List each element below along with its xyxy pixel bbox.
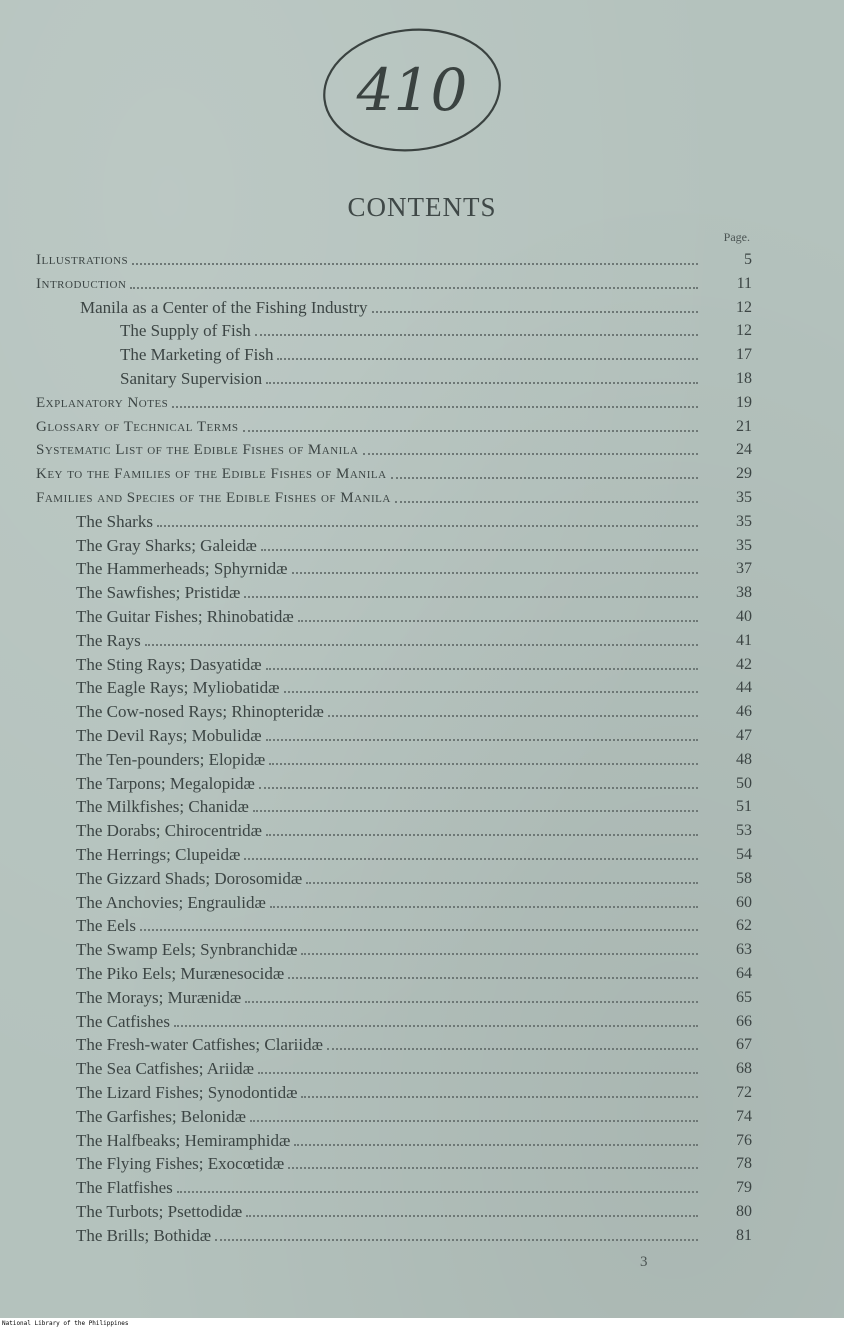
toc-entry-label: The Sawfishes; Pristidæ (76, 583, 241, 603)
dot-leader (270, 906, 698, 908)
toc-entry (76, 1008, 752, 1032)
toc-entry-label: The Gizzard Shads; Dorosomidæ (76, 868, 303, 888)
dot-leader (284, 691, 699, 693)
toc-entry-label: The Halfbeaks; Hemiramphidæ (76, 1130, 291, 1150)
toc-entry-page: 65 (736, 988, 752, 1006)
dot-leader (215, 1239, 698, 1241)
toc-entry-label: The Herrings; Clupeidæ (76, 845, 241, 864)
toc-entry-page: 35 (736, 489, 752, 506)
dot-leader (277, 358, 698, 360)
toc-entry-page: 29 (736, 465, 752, 483)
dot-leader (244, 858, 698, 860)
toc-entry-label: Families and Species of the Edible Fishes of Manila (36, 490, 391, 506)
dot-leader (306, 882, 698, 884)
dot-leader (294, 1144, 698, 1146)
toc-entry-page: 38 (736, 584, 752, 602)
dot-leader (301, 1096, 698, 1098)
toc-entry-page: 44 (736, 679, 752, 697)
toc-entry (76, 770, 752, 794)
toc-entry (76, 1055, 752, 1079)
toc-entry-page: 35 (736, 512, 752, 530)
toc-entry-label: The Sting Rays; Dasyatidæ (76, 654, 262, 674)
toc-entry-label: Systematic List of the Edible Fishes of Manila (36, 442, 359, 459)
toc-entry-label: The Ten-pounders; Elopidæ (76, 749, 266, 769)
dot-leader (328, 715, 698, 717)
toc-entry-page: 53 (736, 822, 752, 840)
toc-entry-page: 80 (736, 1203, 752, 1220)
toc-entry-page: 60 (736, 893, 752, 911)
toc-entry (76, 841, 752, 865)
dot-leader (157, 525, 698, 527)
toc-entry (36, 270, 752, 294)
toc-entry-label: The Catfishes (76, 1011, 170, 1031)
toc-entry-page: 17 (736, 346, 752, 364)
dot-leader (266, 739, 698, 741)
dot-leader (298, 620, 698, 622)
toc-entry-page: 19 (736, 393, 752, 411)
toc-entry-page: 11 (736, 274, 752, 292)
toc-entry-page: 37 (736, 560, 752, 578)
library-footer: National Library of the Philippines (2, 1320, 129, 1327)
toc-entry-page: 24 (736, 441, 752, 459)
toc-entry-label: The Devil Rays; Mobulidæ (76, 726, 262, 745)
toc-entry-page: 54 (736, 846, 752, 863)
toc-entry (76, 960, 752, 984)
dot-leader (391, 477, 698, 479)
toc-entry (80, 294, 752, 318)
dot-leader (255, 334, 698, 336)
toc-entry-label: The Flatfishes (76, 1178, 173, 1198)
toc-entry-page: 48 (736, 750, 752, 768)
toc-entry (76, 674, 752, 698)
dot-leader (266, 834, 698, 836)
toc-entry (76, 984, 752, 1008)
toc-entry (76, 865, 752, 889)
toc-entry (76, 579, 752, 603)
toc-entry (76, 555, 752, 579)
toc-entry (76, 793, 752, 817)
toc-entry-page: 79 (736, 1179, 752, 1197)
toc-entry-page: 41 (736, 631, 752, 649)
toc-entry-label: Sanitary Supervision (120, 369, 263, 388)
toc-entry-page: 35 (736, 536, 752, 554)
toc-entry-label: The Turbots; Psettodidæ (76, 1202, 243, 1221)
dot-leader (250, 1120, 698, 1122)
dot-leader (177, 1191, 698, 1193)
toc-entry-page: 42 (736, 655, 752, 673)
page-number: 3 (640, 1254, 648, 1270)
toc-entry-label: The Brills; Bothidæ (76, 1225, 212, 1245)
toc-entry-page: 81 (736, 1226, 752, 1244)
toc-entry (36, 389, 752, 413)
toc-entry-label: The Garfishes; Belonidæ (76, 1106, 246, 1126)
toc-entry (120, 365, 752, 389)
toc-entry-label: The Lizard Fishes; Synodontidæ (76, 1083, 298, 1102)
toc-entry-page: 78 (736, 1155, 752, 1173)
dot-leader (372, 311, 698, 313)
toc-entry (76, 722, 752, 746)
dot-leader (327, 1048, 698, 1050)
toc-entry-label: Illustrations (36, 252, 129, 268)
dot-leader (266, 382, 698, 384)
toc-entry (76, 1198, 752, 1222)
toc-entry-page: 12 (736, 298, 752, 316)
toc-entry (36, 484, 752, 508)
toc-entry (76, 1031, 752, 1055)
dot-leader (244, 596, 698, 598)
toc-entry-label: The Milkfishes; Chanidæ (76, 797, 249, 817)
toc-entry-page: 68 (736, 1060, 752, 1078)
dot-leader (130, 287, 698, 289)
toc-entry-label: Introduction (36, 275, 127, 292)
toc-entry-label: The Swamp Eels; Synbranchidæ (76, 940, 298, 960)
toc-entry (76, 936, 752, 960)
toc-entry-label: The Tarpons; Megalopidæ (76, 773, 255, 793)
dot-leader (132, 263, 698, 265)
toc-entry-page: 50 (736, 774, 752, 792)
toc-entry-page: 46 (736, 703, 752, 721)
toc-entry-label: The Supply of Fish (120, 321, 251, 341)
toc-entry (76, 627, 752, 651)
toc-entry-label: Manila as a Center of the Fishing Industry (80, 297, 368, 317)
toc-entry (76, 1150, 752, 1174)
toc-entry (120, 341, 752, 365)
dot-leader (266, 668, 698, 670)
toc-entry-page: 66 (736, 1012, 752, 1030)
toc-entry-label: Glossary of Technical Terms (36, 418, 239, 435)
dot-leader (259, 787, 698, 789)
handwritten-page-number (316, 22, 508, 156)
toc-entry-page: 12 (736, 322, 752, 340)
dot-leader (140, 929, 698, 931)
toc-entry-label: The Eels (76, 916, 136, 936)
toc-entry (36, 246, 752, 270)
toc-entry-page: 40 (736, 608, 752, 625)
toc-entry-label: Explanatory Notes (36, 394, 169, 411)
toc-entry-page: 64 (736, 965, 752, 982)
page-title: CONTENTS (347, 192, 497, 222)
toc-entry-page: 5 (744, 251, 752, 268)
toc-entry-page: 63 (736, 941, 752, 959)
toc-entry-page: 58 (736, 869, 752, 887)
toc-entry-page: 47 (736, 727, 752, 744)
toc-entry (76, 698, 752, 722)
toc-entry-label: The Anchovies; Engraulidæ (76, 892, 266, 912)
toc-entry (76, 651, 752, 675)
toc-entry (76, 746, 752, 770)
toc-entry (76, 532, 752, 556)
dot-leader (301, 953, 698, 955)
toc-entry-label: The Morays; Murænidæ (76, 987, 242, 1007)
dot-leader (269, 763, 698, 765)
dot-leader (243, 430, 698, 432)
toc-entry-label: The Fresh-water Catfishes; Clariidæ (76, 1035, 323, 1055)
toc-entry-page: 51 (736, 798, 752, 816)
dot-leader (172, 406, 698, 408)
toc-entry-page: 74 (736, 1107, 752, 1125)
toc-entry (76, 912, 752, 936)
toc-entry (36, 460, 752, 484)
toc-entry (76, 1174, 752, 1198)
dot-leader (258, 1072, 698, 1074)
toc-entry-page: 21 (736, 417, 752, 435)
toc-entry (76, 1103, 752, 1127)
toc-entry-label: The Marketing of Fish (120, 345, 274, 365)
dot-leader (292, 572, 698, 574)
toc-entry (36, 413, 752, 437)
page-column-header: Page. (723, 230, 750, 244)
toc-entry (76, 1127, 752, 1151)
toc-entry-page: 62 (736, 917, 752, 935)
dot-leader (253, 810, 698, 812)
toc-entry-page: 67 (736, 1036, 752, 1054)
toc-entry-label: The Eagle Rays; Myliobatidæ (76, 678, 280, 698)
dot-leader (288, 1167, 698, 1169)
dot-leader (395, 501, 698, 503)
toc-entry (76, 889, 752, 913)
toc-entry-label: The Piko Eels; Murænesocidæ (76, 964, 285, 983)
toc-entry (76, 817, 752, 841)
dot-leader (363, 453, 699, 455)
toc-entry (76, 603, 752, 627)
toc-entry-label: The Sea Catfishes; Ariidæ (76, 1059, 255, 1079)
dot-leader (245, 1001, 698, 1003)
dot-leader (174, 1025, 698, 1027)
toc-entry-page: 76 (736, 1131, 752, 1149)
dot-leader (246, 1215, 698, 1217)
toc-entry-label: The Flying Fishes; Exocœtidæ (76, 1154, 285, 1174)
toc-entry-label: The Guitar Fishes; Rhinobatidæ (76, 607, 294, 626)
toc-entry-page: 18 (736, 370, 752, 387)
svg-text:410: 410 (356, 56, 468, 124)
toc-entry (36, 436, 752, 460)
dot-leader (261, 549, 698, 551)
toc-entry-label: The Dorabs; Chirocentridæ (76, 821, 263, 841)
toc-entry-label: The Cow-nosed Rays; Rhinopteridæ (76, 702, 324, 722)
toc-entry (76, 508, 752, 532)
dot-leader (145, 644, 698, 646)
toc-entry (120, 317, 752, 341)
toc-entry (76, 1079, 752, 1103)
toc-entry-label: The Sharks (76, 511, 153, 531)
toc-entry-label: The Hammerheads; Sphyrnidæ (76, 559, 288, 579)
toc-entry-label: The Gray Sharks; Galeidæ (76, 535, 257, 555)
toc-entry-page: 72 (736, 1084, 752, 1101)
toc-entry-label: Key to the Families of the Edible Fishes of Manila (36, 466, 387, 483)
toc-entry-label: The Rays (76, 630, 141, 650)
toc-entry (76, 1222, 752, 1246)
dot-leader (288, 977, 698, 979)
